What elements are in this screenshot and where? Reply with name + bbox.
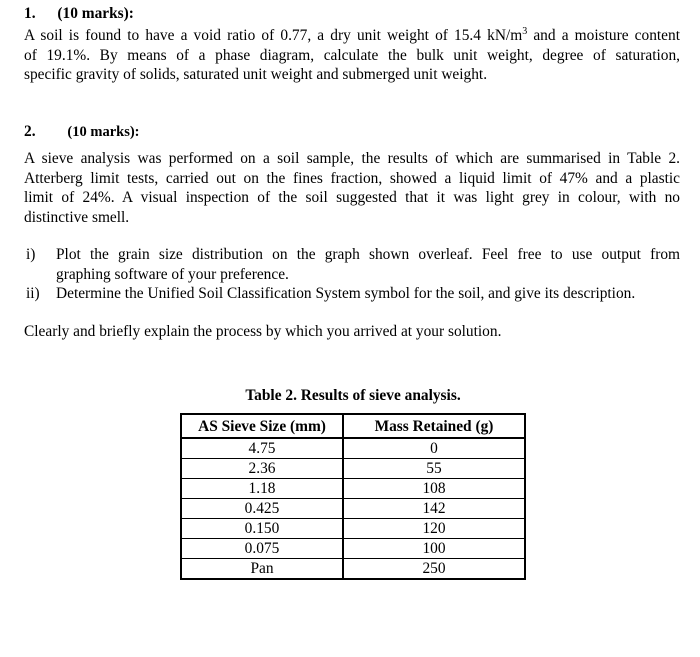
item-label: ii) [26,285,40,302]
question-2-marks: (10 marks): [67,124,140,140]
question-1-text [24,26,680,85]
sieve-size-cell: Pan [181,559,343,580]
item-line: graphing software of your preference. [56,265,289,283]
question-2-line: Atterberg limit tests, carried out on the fines fraction, showed a liquid limit of 47% and a plastic [24,169,680,187]
question-2-line: distinctive smell. [24,208,130,226]
table-caption: Table 2. Results of sieve analysis. [245,387,461,404]
question-1-line: specific gravity of solids, saturated unit weight and submerged unit weight. [24,66,488,83]
mass-retained-cell: 0 [343,438,525,459]
item-line: Determine the Unified Soil Classification System symbol for the soil, and give its description. [56,285,636,302]
sieve-size-cell: 0.150 [181,519,343,539]
sieve-size-cell: 4.75 [181,438,343,459]
item-line: Plot the grain size distribution on the graph shown overleaf. Feel free to use output from [56,246,680,263]
question-2-number: 2. [24,123,36,140]
mass-retained-cell: 250 [343,559,525,580]
question-1-number: 1. [24,5,36,22]
mass-retained-cell: 55 [343,459,525,479]
mass-retained-cell: 108 [343,479,525,499]
sieve-table [180,413,526,580]
question-1-line: A soil is found to have a void ratio of 0.77, a dry unit weight of 15.4 $kN/m^3$ and a moisture content [24,26,680,44]
table-row [181,459,525,479]
table-row [181,519,525,539]
question-1-header [24,4,134,24]
question-2-line: limit of 24%. A visual inspection of the soil suggested that it was light grey in colour, with no [24,189,680,206]
mass-retained-cell: 100 [343,539,525,559]
sieve-size-cell: 1.18 [181,479,343,499]
table-header-row [181,414,525,438]
question-2-text [24,149,680,227]
mass-retained-cell: 142 [343,499,525,519]
item-label: i) [26,246,36,263]
sieve-size-cell: 0.425 [181,499,343,519]
question-2-line: A sieve analysis was performed on a soil sample, the results of which are summarised in Table 2. [24,150,680,167]
sieve-size-cell: 2.36 [181,459,343,479]
mass-retained-cell: 120 [343,519,525,539]
header-sieve-size: AS Sieve Size (mm) [181,414,343,438]
header-mass-retained: Mass Retained (g) [343,414,525,438]
sieve-size-cell: 0.075 [181,539,343,559]
question-1-marks: (10 marks): [57,5,134,22]
table-row [181,499,525,519]
closing-instruction: Clearly and briefly explain the process by which you arrived at your solution. [24,323,502,340]
table-row [181,479,525,499]
table-row [181,539,525,559]
question-2-header [24,122,140,143]
table-row [181,559,525,580]
question-1-line: of 19.1%. By means of a phase diagram, calculate the bulk unit weight, degree of saturation, [24,46,680,64]
table-row [181,438,525,459]
